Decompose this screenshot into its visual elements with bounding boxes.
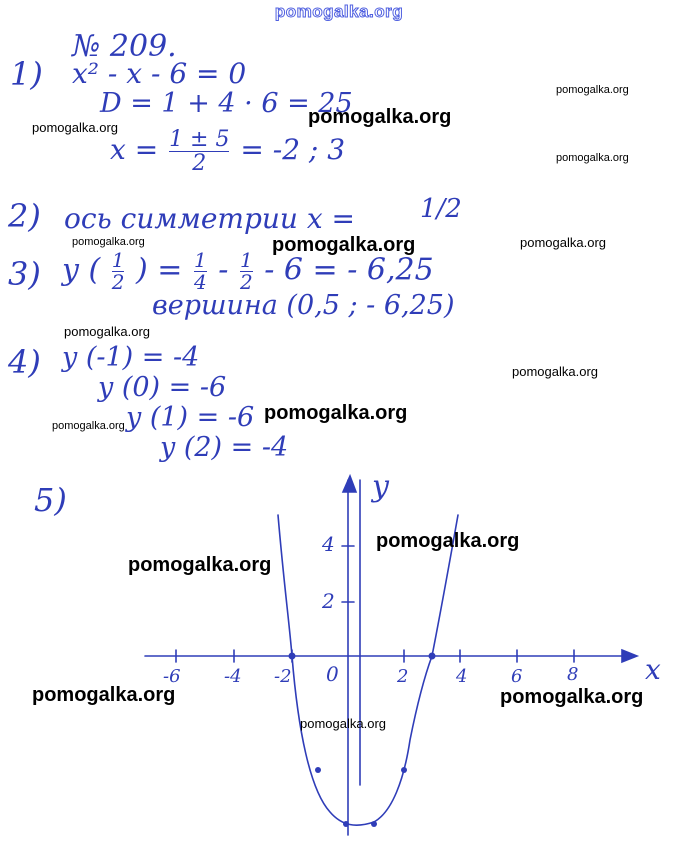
x-axis-arrow bbox=[622, 650, 637, 662]
point-y-2 bbox=[401, 767, 407, 773]
roots-x: x = bbox=[110, 133, 159, 167]
watermark: pomogalka.org bbox=[52, 420, 125, 432]
step1-label: 1) bbox=[10, 55, 43, 93]
x-tick-label: -6 bbox=[163, 666, 181, 687]
point-y-minus1 bbox=[315, 767, 321, 773]
x-axis-label: x bbox=[645, 653, 661, 686]
step1-discriminant: D = 1 + 4 · 6 = 25 bbox=[100, 88, 353, 119]
site-header[interactable]: pomogalka.org bbox=[274, 2, 404, 21]
watermark: pomogalka.org bbox=[520, 235, 606, 250]
watermark: pomogalka.org bbox=[512, 364, 598, 379]
y-close: ) = bbox=[136, 252, 183, 288]
step2-value: 1/2 bbox=[420, 194, 462, 224]
point-root-left bbox=[289, 653, 296, 660]
y-tick-label: 4 bbox=[322, 532, 335, 556]
roots-result: = -2 ; 3 bbox=[240, 133, 346, 167]
watermark: pomogalka.org bbox=[376, 530, 520, 552]
step4-value: y (0) = -6 bbox=[98, 372, 227, 403]
watermark: pomogalka.org bbox=[32, 120, 118, 135]
x-tick-label: -4 bbox=[224, 666, 242, 687]
y-axis-arrow bbox=[343, 476, 356, 492]
step4-value: y (-1) = -4 bbox=[62, 342, 200, 373]
watermark: pomogalka.org bbox=[308, 106, 452, 128]
step3-vertex: вершина (0,5 ; - 6,25) bbox=[152, 290, 455, 321]
term1-denominator: 4 bbox=[193, 270, 207, 294]
y-tick-label: 2 bbox=[322, 589, 335, 613]
x-tick-label: 8 bbox=[567, 664, 579, 685]
roots-denominator: 2 bbox=[169, 151, 229, 175]
watermark: pomogalka.org bbox=[300, 716, 386, 731]
roots-numerator: 1 ± 5 bbox=[169, 127, 230, 152]
watermark: pomogalka.org bbox=[556, 84, 629, 96]
parabola-curve bbox=[278, 515, 458, 825]
point-y-1 bbox=[371, 821, 377, 827]
watermark: pomogalka.org bbox=[272, 234, 416, 256]
point-y-0 bbox=[343, 821, 349, 827]
watermark: pomogalka.org bbox=[32, 684, 176, 706]
term2-denominator: 2 bbox=[239, 270, 253, 294]
watermark: pomogalka.org bbox=[264, 402, 408, 424]
step5-label: 5) bbox=[34, 481, 67, 519]
watermark: pomogalka.org bbox=[64, 324, 150, 339]
y-open: y ( bbox=[62, 252, 101, 288]
step3-label: 3) bbox=[8, 255, 41, 293]
term2-numerator: 1 bbox=[239, 248, 253, 272]
minus-sign: - bbox=[218, 252, 229, 288]
watermark: pomogalka.org bbox=[500, 686, 644, 708]
step4-label: 4) bbox=[8, 343, 41, 381]
x-tick-label: 6 bbox=[511, 666, 523, 687]
step2-label: 2) bbox=[8, 197, 41, 235]
arg-denominator: 2 bbox=[111, 270, 125, 294]
step4-value: y (1) = -6 bbox=[126, 402, 255, 433]
step2-text: ось симметрии x = bbox=[64, 202, 355, 235]
problem-number: № 209. bbox=[72, 29, 177, 64]
watermark: pomogalka.org bbox=[72, 236, 145, 248]
step3-rest: - 6 = - 6,25 bbox=[264, 252, 434, 288]
step1-equation: x² - x - 6 = 0 bbox=[72, 57, 247, 90]
term1-numerator: 1 bbox=[193, 248, 207, 272]
point-root-right bbox=[429, 653, 436, 660]
x-tick-label: -2 bbox=[274, 666, 292, 687]
step4-value: y (2) = -4 bbox=[160, 432, 289, 463]
x-tick-label: 2 bbox=[397, 666, 409, 687]
x-tick-label: 4 bbox=[456, 666, 468, 687]
watermark: pomogalka.org bbox=[556, 152, 629, 164]
arg-numerator: 1 bbox=[111, 248, 125, 272]
watermark: pomogalka.org bbox=[128, 554, 272, 576]
x-tick-label: 0 bbox=[326, 662, 339, 686]
y-axis-label: y bbox=[372, 469, 389, 504]
